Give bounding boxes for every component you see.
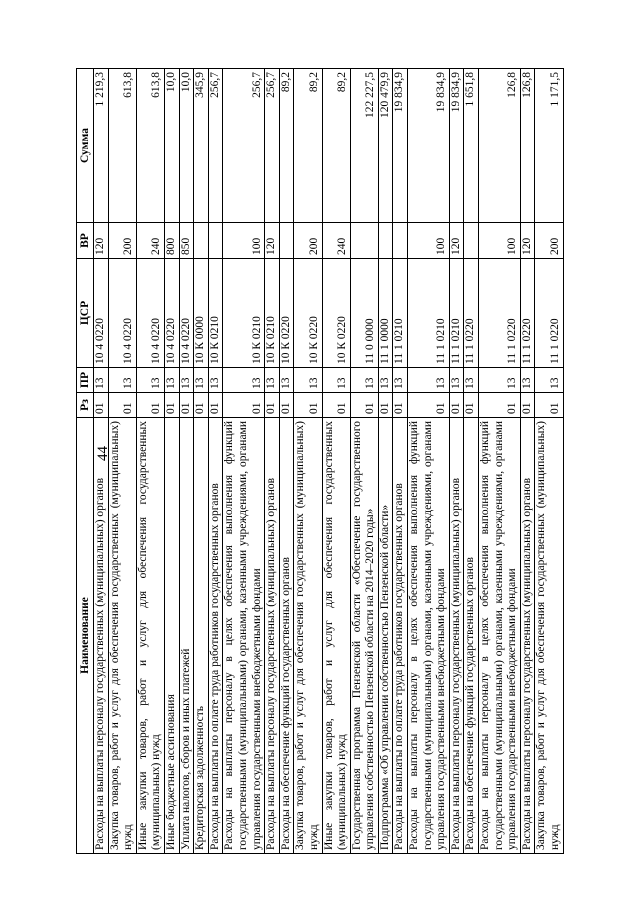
cell-name: Расходы на выплаты персоналу государственных (муниципальных) органов (520, 418, 535, 854)
cell-pr: 13 (535, 368, 563, 393)
cell-vr: 100 (408, 223, 450, 259)
cell-vr: 850 (179, 223, 194, 259)
cell-name: Расходы на обеспечение функций государственных органов (279, 418, 294, 854)
table-row (265, 69, 280, 854)
cell-name: Расходы на выплаты персоналу в целях обеспечения выполнения функций государственными (муниципальными) органами, казенными учреждениями, органами управления государственными внебюджетными фондами (408, 418, 450, 854)
table-row (322, 69, 350, 854)
cell-sum: 345,9 (194, 69, 209, 223)
cell-name: Расходы на выплаты персоналу в целях обеспечения выполнения функций государственными (муниципальными) органами, казенными учреждениями, органами управления государственными внебюджетными фондами (223, 418, 265, 854)
table-row (294, 69, 322, 854)
cell-vr: 120 (449, 223, 464, 259)
cell-rz: 01 (479, 393, 521, 418)
cell-csr: 11 1 0210 (449, 259, 464, 368)
cell-rz: 01 (535, 393, 563, 418)
cell-pr: 13 (223, 368, 265, 393)
cell-sum: 10,0 (164, 69, 179, 223)
cell-pr: 13 (464, 368, 479, 393)
cell-rz: 01 (294, 393, 322, 418)
table-body (94, 69, 564, 854)
cell-rz: 01 (322, 393, 350, 418)
cell-pr: 13 (136, 368, 164, 393)
cell-pr: 13 (393, 368, 408, 393)
cell-csr: 10 4 0220 (179, 259, 194, 368)
cell-rz: 01 (393, 393, 408, 418)
cell-sum: 19 834,9 (449, 69, 464, 223)
cell-csr: 10 К 0220 (294, 259, 322, 368)
cell-name: Кредиторская задолженность (194, 418, 209, 854)
page-number: 44 (95, 446, 111, 461)
table-row (535, 69, 563, 854)
cell-name: Подпрограмма «Об управлении собственностью Пензенской области» (378, 418, 393, 854)
cell-pr: 13 (449, 368, 464, 393)
cell-vr: 800 (164, 223, 179, 259)
cell-csr: 10 4 0220 (164, 259, 179, 368)
cell-pr: 13 (378, 368, 393, 393)
cell-pr: 13 (94, 368, 109, 393)
cell-pr: 13 (108, 368, 136, 393)
cell-vr: 240 (322, 223, 350, 259)
cell-name: Уплата налогов, сборов и иных платежей (179, 418, 194, 854)
cell-vr: 120 (94, 223, 109, 259)
cell-rz: 01 (208, 393, 223, 418)
cell-vr (208, 223, 223, 259)
cell-name: Расходы на обеспечение функций государственных органов (464, 418, 479, 854)
cell-rz: 01 (223, 393, 265, 418)
table-row (464, 69, 479, 854)
table-row (108, 69, 136, 854)
cell-name: Расходы на выплаты по оплате труда работников государственных органов (208, 418, 223, 854)
cell-sum: 126,8 (520, 69, 535, 223)
header-rz: Рз (77, 393, 94, 418)
header-name: Наименование (77, 418, 94, 854)
cell-pr: 13 (479, 368, 521, 393)
cell-pr: 13 (208, 368, 223, 393)
cell-csr: 10 4 0220 (108, 259, 136, 368)
cell-sum: 256,7 (223, 69, 265, 223)
header-pr: ПР (77, 368, 94, 393)
cell-csr: 11 1 0220 (520, 259, 535, 368)
cell-sum: 122 227,5 (350, 69, 378, 223)
cell-sum: 19 834,9 (393, 69, 408, 223)
cell-vr (194, 223, 209, 259)
cell-sum: 89,2 (322, 69, 350, 223)
cell-vr (350, 223, 378, 259)
cell-pr: 13 (194, 368, 209, 393)
rotated-table-container (76, 69, 561, 854)
cell-sum: 256,7 (265, 69, 280, 223)
cell-sum: 126,8 (479, 69, 521, 223)
cell-rz: 01 (279, 393, 294, 418)
cell-rz: 01 (265, 393, 280, 418)
cell-pr: 13 (350, 368, 378, 393)
cell-sum: 89,2 (279, 69, 294, 223)
cell-name: Расходы на выплаты по оплате труда работников государственных органов (393, 418, 408, 854)
cell-csr: 10 К 0000 (194, 259, 209, 368)
cell-pr: 13 (322, 368, 350, 393)
table-row (223, 69, 265, 854)
cell-name: Расходы на выплаты персоналу государственных (муниципальных) органов (449, 418, 464, 854)
cell-name: Расходы на выплаты персоналу государственных (муниципальных) органов (265, 418, 280, 854)
cell-sum: 1 651,8 (464, 69, 479, 223)
cell-rz: 01 (136, 393, 164, 418)
table-row (179, 69, 194, 854)
cell-pr: 13 (164, 368, 179, 393)
cell-vr: 200 (294, 223, 322, 259)
cell-csr: 11 1 0220 (479, 259, 521, 368)
cell-name: Государственная программа Пензенской области «Обеспечение государственного управления собственностью Пензенской области на 2014–2020 годы» (350, 418, 378, 854)
table-row (94, 69, 109, 854)
cell-name: Иные бюджетные ассигнования (164, 418, 179, 854)
cell-sum: 613,8 (108, 69, 136, 223)
cell-rz: 01 (520, 393, 535, 418)
table-row (449, 69, 464, 854)
cell-sum: 1 171,5 (535, 69, 563, 223)
cell-name: Иные закупки товаров, работ и услуг для обеспечения государственных (муниципальных) нужд (322, 418, 350, 854)
cell-rz: 01 (108, 393, 136, 418)
cell-name: Расходы на выплаты персоналу государственных (муниципальных) органов (94, 418, 109, 854)
cell-csr: 11 1 0210 (408, 259, 450, 368)
cell-csr: 10 К 0220 (322, 259, 350, 368)
table-row (520, 69, 535, 854)
cell-csr: 10 4 0220 (94, 259, 109, 368)
cell-csr: 11 1 0210 (393, 259, 408, 368)
cell-vr: 120 (520, 223, 535, 259)
cell-name: Иные закупки товаров, работ и услуг для обеспечения государственных (муниципальных) нужд (136, 418, 164, 854)
cell-rz: 01 (94, 393, 109, 418)
cell-csr: 11 1 0000 (378, 259, 393, 368)
budget-table (76, 68, 564, 854)
table-row (350, 69, 378, 854)
table-row (194, 69, 209, 854)
cell-pr: 13 (279, 368, 294, 393)
cell-pr: 13 (294, 368, 322, 393)
cell-rz: 01 (408, 393, 450, 418)
cell-sum: 613,8 (136, 69, 164, 223)
cell-csr: 11 1 0220 (464, 259, 479, 368)
cell-sum: 256,7 (208, 69, 223, 223)
cell-name: Закупка товаров, работ и услуг для обеспечения государственных (муниципальных) нужд (535, 418, 563, 854)
cell-sum: 19 834,9 (408, 69, 450, 223)
cell-vr: 200 (535, 223, 563, 259)
cell-name: Закупка товаров, работ и услуг для обеспечения государственных (муниципальных) нужд (294, 418, 322, 854)
cell-rz: 01 (378, 393, 393, 418)
cell-vr: 120 (265, 223, 280, 259)
cell-sum: 1 219,3 (94, 69, 109, 223)
cell-vr: 200 (108, 223, 136, 259)
cell-csr: 10 4 0220 (136, 259, 164, 368)
cell-rz: 01 (350, 393, 378, 418)
header-vr: ВР (77, 223, 94, 259)
cell-vr (279, 223, 294, 259)
table-row (479, 69, 521, 854)
cell-csr: 11 1 0220 (535, 259, 563, 368)
cell-vr (393, 223, 408, 259)
cell-vr: 240 (136, 223, 164, 259)
cell-pr: 13 (520, 368, 535, 393)
cell-rz: 01 (464, 393, 479, 418)
header-row (77, 69, 94, 854)
cell-sum: 120 479,9 (378, 69, 393, 223)
cell-name: Закупка товаров, работ и услуг для обеспечения государственных (муниципальных) нужд (108, 418, 136, 854)
header-sum: Сумма (77, 69, 94, 223)
cell-vr (378, 223, 393, 259)
cell-csr: 11 0 0000 (350, 259, 378, 368)
cell-sum: 89,2 (294, 69, 322, 223)
cell-rz: 01 (449, 393, 464, 418)
table-row (164, 69, 179, 854)
table-row (393, 69, 408, 854)
cell-vr: 100 (479, 223, 521, 259)
cell-pr: 13 (265, 368, 280, 393)
cell-rz: 01 (164, 393, 179, 418)
table-row (279, 69, 294, 854)
table-row (378, 69, 393, 854)
cell-csr: 10 К 0210 (208, 259, 223, 368)
table-row (408, 69, 450, 854)
cell-rz: 01 (194, 393, 209, 418)
cell-rz: 01 (179, 393, 194, 418)
header-csr: ЦСР (77, 259, 94, 368)
cell-csr: 10 К 0220 (279, 259, 294, 368)
table-row (136, 69, 164, 854)
cell-vr: 100 (223, 223, 265, 259)
cell-pr: 13 (408, 368, 450, 393)
table-row (208, 69, 223, 854)
cell-vr (464, 223, 479, 259)
cell-csr: 10 К 0210 (223, 259, 265, 368)
cell-name: Расходы на выплаты персоналу в целях обеспечения выполнения функций государственными (муниципальными) органами, казенными учреждениями, органами управления государственными внебюджетными фондами (479, 418, 521, 854)
cell-csr: 10 К 0210 (265, 259, 280, 368)
cell-pr: 13 (179, 368, 194, 393)
cell-sum: 10,0 (179, 69, 194, 223)
